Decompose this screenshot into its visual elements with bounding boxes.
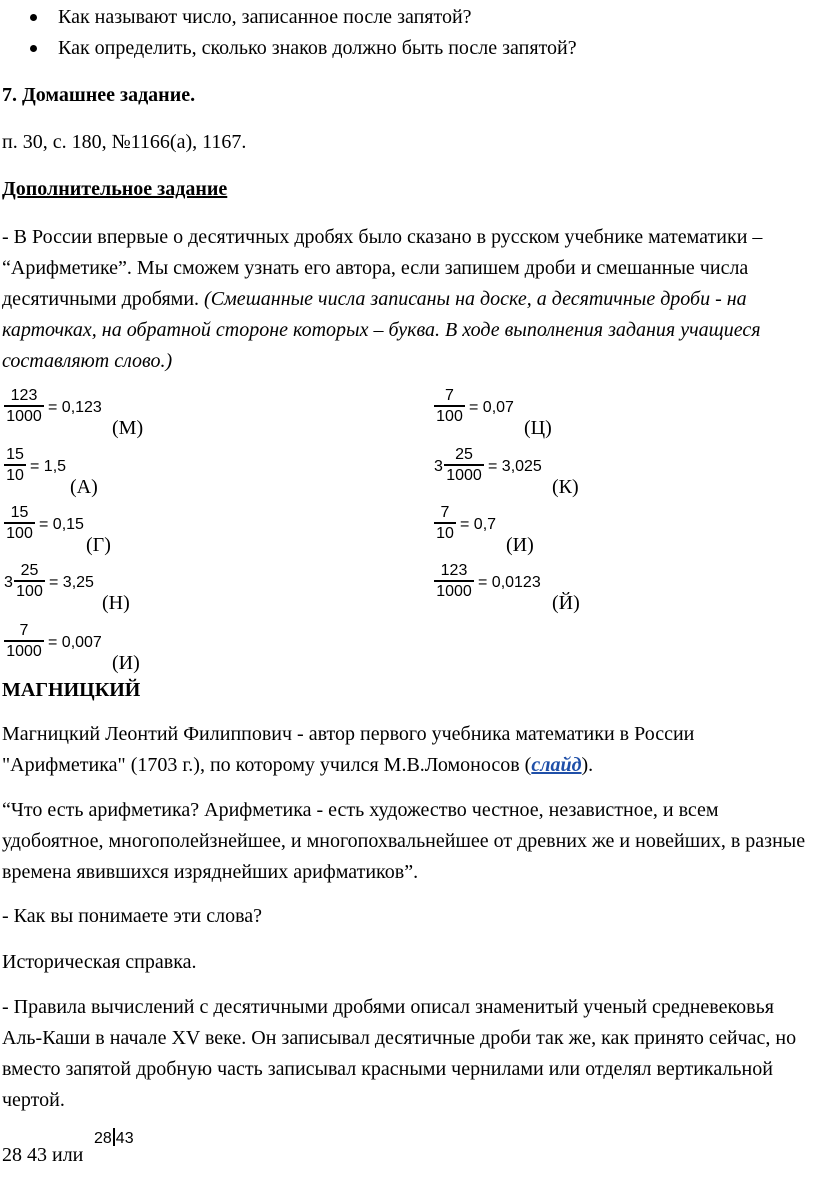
fraction bbox=[4, 621, 44, 661]
bio-text: Магницкий Леонтий Филиппович - автор первого учебника математики в России "Арифметика" (1703 г.), по которому учился М.В.Ломоносов ( bbox=[2, 723, 695, 776]
decimal-result: = 3,25 bbox=[49, 574, 94, 591]
extra-text-italic: (Смешанные числа записаны на доске, а десятичные дроби - на карточках, на обратной стороне которых – буква. В ходе выполнения задания учащиеся составляют слово.) bbox=[2, 288, 761, 372]
numerator: 15 bbox=[6, 446, 24, 463]
numerator: 7 bbox=[445, 387, 454, 404]
fraction bbox=[434, 386, 465, 426]
card-letter: (М) bbox=[112, 417, 144, 439]
decimal-result: = 0,0123 bbox=[478, 574, 541, 591]
bullet-icon bbox=[30, 14, 37, 21]
history-paragraph: - Правила вычислений с десятичными дробями описал знаменитый ученый средневековья Аль-Каши в начале XV веке. Он записывал десятичные дроби так же, как принято сейчас, но вместо запятой дробную часть записывал красными чернилами или отделял вертикальной чертой. bbox=[2, 996, 797, 1111]
homework-heading: 7. Домашнее задание. bbox=[2, 84, 196, 106]
vertical-bar-icon bbox=[113, 1128, 115, 1146]
card-letter: (К) bbox=[552, 476, 579, 498]
question-1: Как называют число, записанное после запятой? bbox=[58, 6, 472, 28]
whole-part: 3 bbox=[4, 574, 13, 591]
extra-text bbox=[2, 222, 814, 377]
card-letter: (И) bbox=[112, 652, 140, 674]
decimal-result: = 1,5 bbox=[30, 458, 67, 475]
decimal-result: = 0,123 bbox=[48, 399, 102, 416]
denominator: 100 bbox=[16, 582, 43, 600]
extra-heading: Дополнительное задание bbox=[2, 178, 228, 200]
card-letter: (Г) bbox=[86, 534, 111, 556]
example-text: 28 43 или bbox=[2, 1144, 84, 1166]
card-letter: (Ц) bbox=[524, 417, 552, 439]
denominator: 100 bbox=[436, 407, 463, 425]
history-heading: Историческая справка. bbox=[2, 951, 197, 973]
denominator: 1000 bbox=[436, 582, 472, 600]
numerator: 123 bbox=[440, 562, 468, 579]
vertical-separator-example bbox=[94, 1128, 134, 1149]
question-words: - Как вы понимаете эти слова? bbox=[2, 905, 263, 927]
denominator: 100 bbox=[6, 524, 33, 542]
numerator: 7 bbox=[19, 622, 29, 639]
numerator: 25 bbox=[20, 562, 39, 579]
decimal-result: = 3,025 bbox=[488, 458, 542, 475]
bio-text-end: ). bbox=[581, 754, 594, 776]
fraction bbox=[14, 561, 45, 601]
decimal-result: = 0,07 bbox=[469, 399, 514, 416]
fraction bbox=[4, 386, 44, 426]
bio-paragraph bbox=[2, 719, 814, 781]
card-letter: (А) bbox=[70, 476, 98, 498]
denominator: 1000 bbox=[446, 466, 482, 484]
denominator: 1000 bbox=[6, 407, 42, 425]
homework-text: п. 30, с. 180, №1166(а), 1167. bbox=[2, 131, 247, 153]
fraction bbox=[444, 445, 484, 485]
whole-part: 3 bbox=[434, 458, 443, 475]
question-2: Как определить, сколько знаков должно быть после запятой? bbox=[58, 37, 577, 59]
bullet-icon bbox=[30, 45, 37, 52]
numerator: 25 bbox=[455, 446, 473, 463]
numerator: 7 bbox=[440, 504, 450, 521]
card-letter: (Н) bbox=[102, 592, 130, 614]
decimal-result: = 0,007 bbox=[48, 634, 102, 651]
denominator: 1000 bbox=[6, 642, 42, 660]
example-fraction-part: 43 bbox=[115, 1130, 134, 1147]
fraction bbox=[4, 445, 26, 485]
card-letter: (Й) bbox=[552, 592, 580, 614]
numerator: 15 bbox=[10, 504, 29, 521]
decimal-result: = 0,15 bbox=[39, 516, 84, 533]
fraction bbox=[434, 561, 474, 601]
numerator: 123 bbox=[10, 387, 38, 404]
answer-word: МАГНИЦКИЙ bbox=[2, 679, 141, 701]
denominator: 10 bbox=[6, 466, 24, 484]
fraction bbox=[4, 503, 35, 543]
decimal-result: = 0,7 bbox=[460, 516, 497, 533]
slide-link[interactable]: слайд bbox=[531, 754, 582, 776]
extra-text-regular: - В России впервые о десятичных дробях было сказано в русском учебнике математики – “Арифметике”. Мы сможем узнать его автора, если запишем дроби и смешанные числа десятичными дробями. bbox=[2, 226, 763, 310]
example-integer-part: 28 bbox=[94, 1130, 112, 1147]
denominator: 10 bbox=[436, 524, 454, 542]
quote-paragraph: “Что есть арифметика? Арифметика - есть художество честное, независтное, и всем удобоятное, многополейзнейшее, и многопохвальнейшее от древних же и новейших, в разные времена явившихся изряднейших арифматиков”. bbox=[2, 799, 806, 883]
card-letter: (И) bbox=[506, 534, 534, 556]
fraction bbox=[434, 503, 456, 543]
